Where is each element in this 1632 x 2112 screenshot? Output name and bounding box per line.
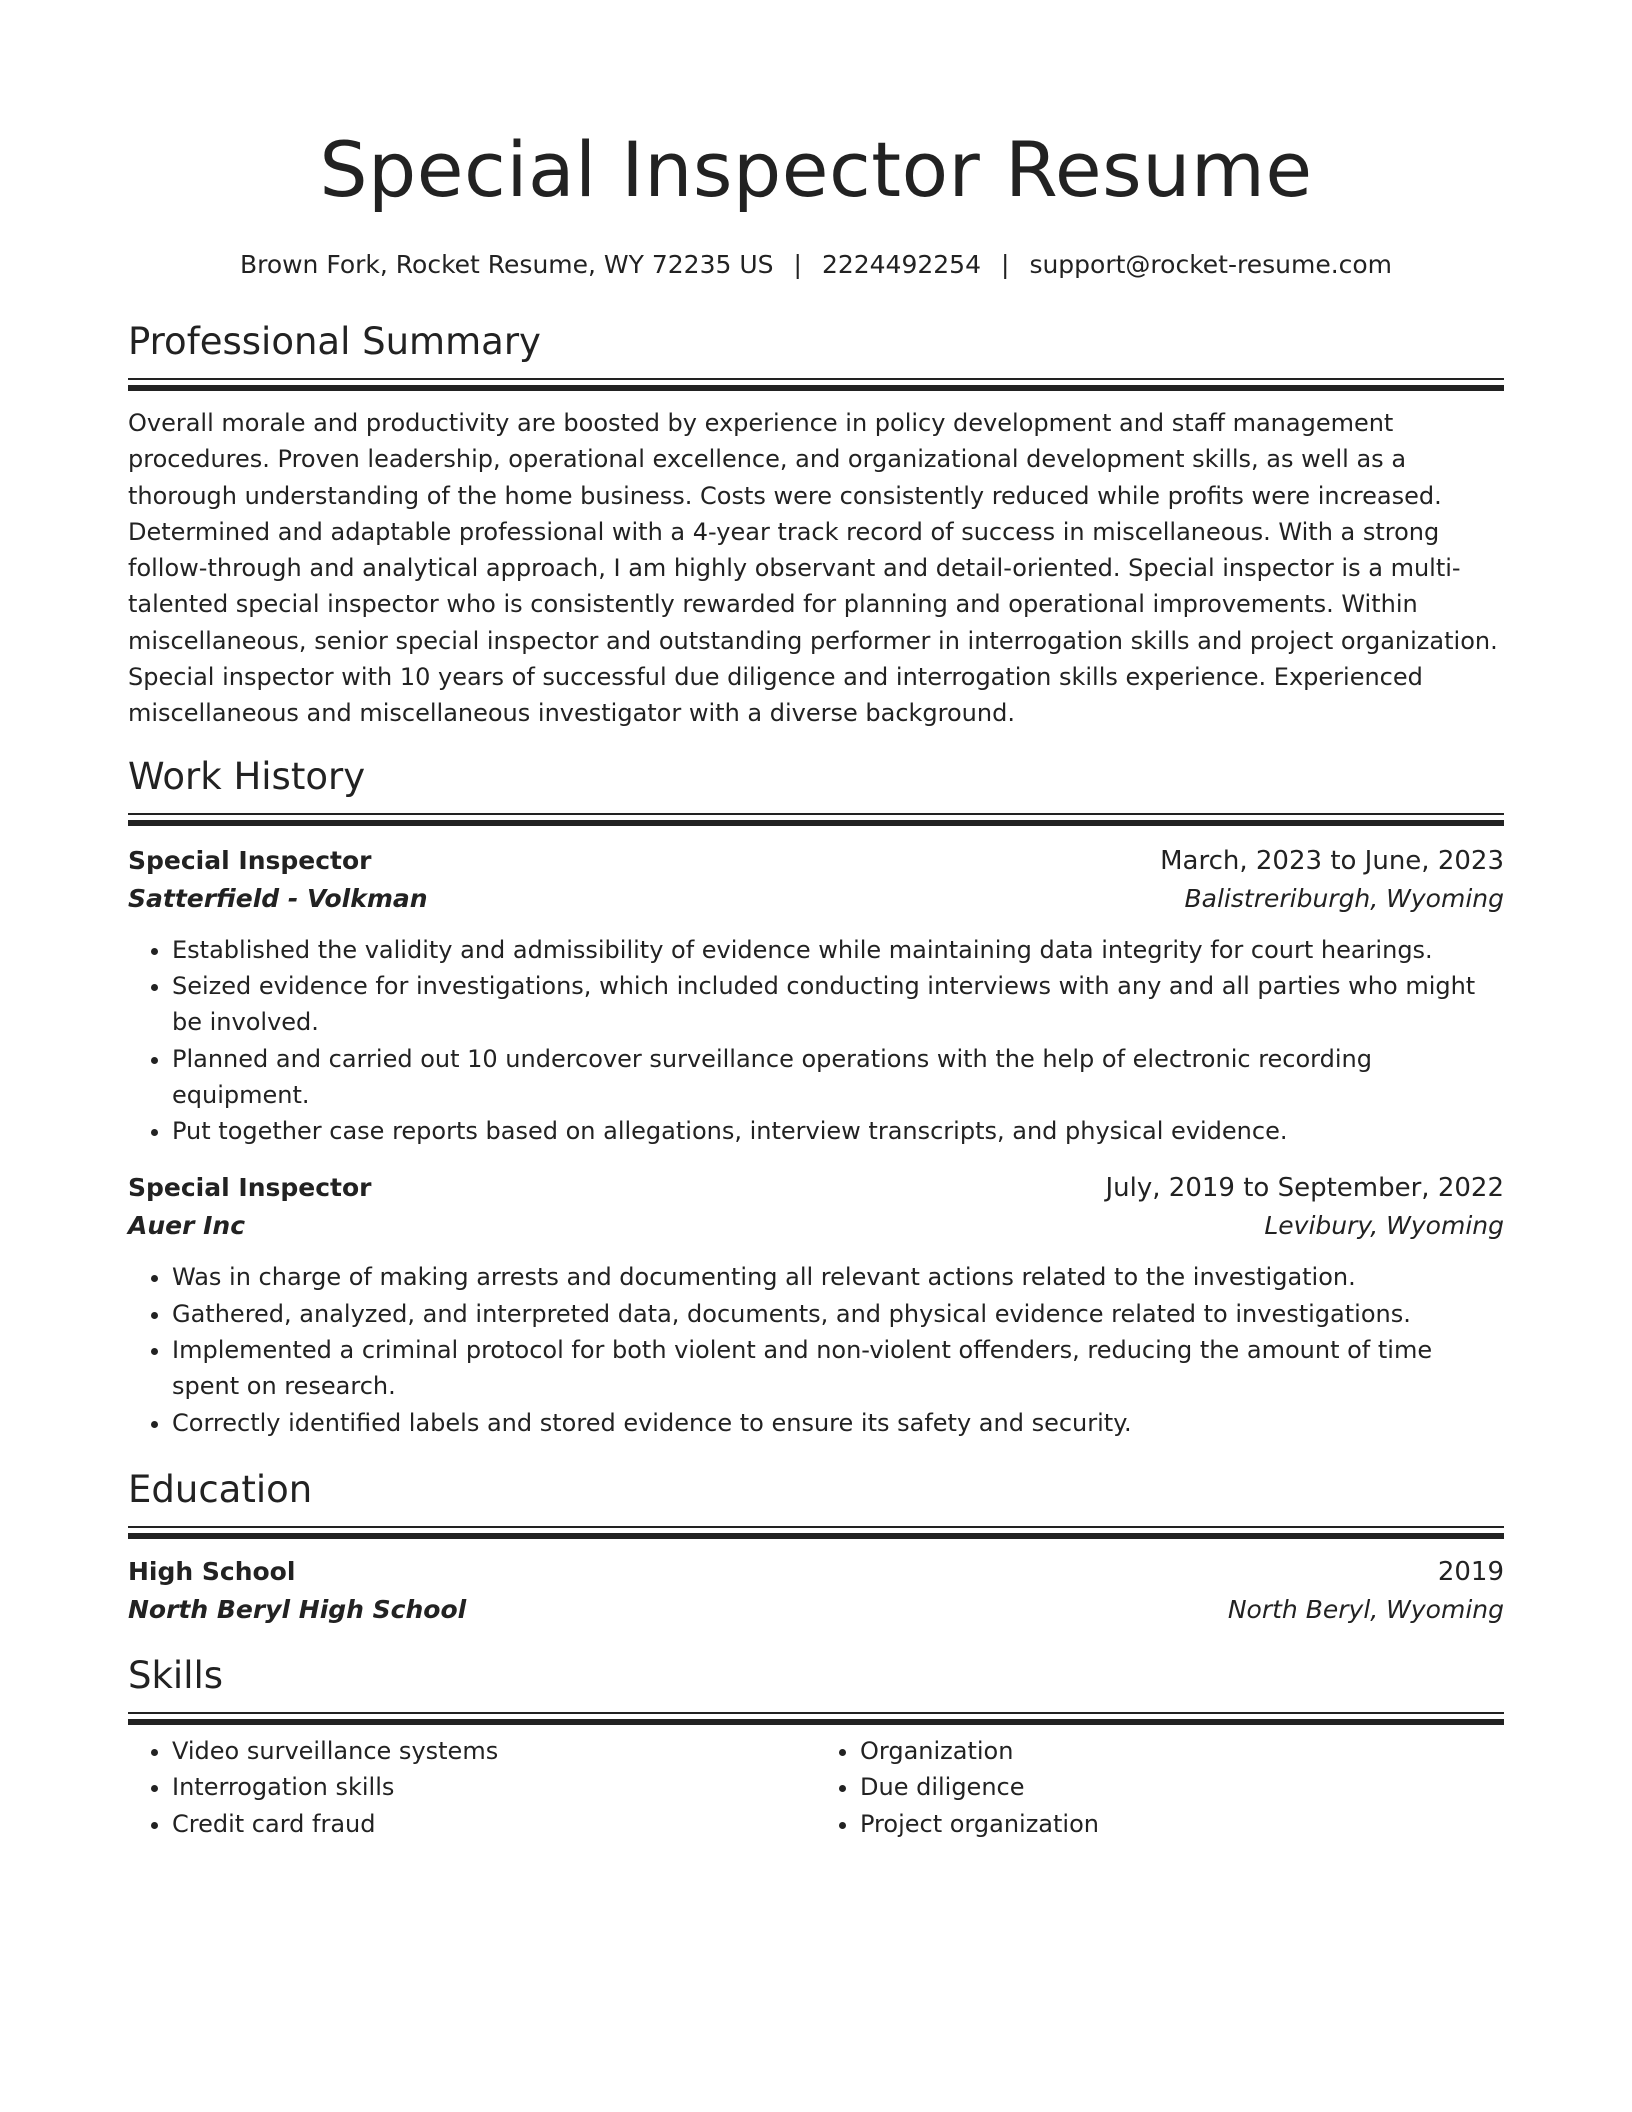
skill-item: • Due diligence	[860, 1769, 1504, 1805]
skills-grid	[128, 1733, 1504, 1842]
skill-item: • Credit card fraud	[172, 1806, 816, 1842]
job-bullet: • Was in charge of making arrests and documenting all relevant actions related to the investigation.	[172, 1259, 1504, 1295]
contact-separator: |	[793, 250, 802, 279]
skills-column-left	[128, 1733, 816, 1842]
job-entry	[128, 842, 1504, 1150]
skill-item: • Project organization	[860, 1806, 1504, 1842]
job-location: Levibury, Wyoming	[1264, 1211, 1504, 1241]
work-history-heading: Work History	[128, 754, 366, 798]
job-bullet: • Established the validity and admissibility of evidence while maintaining data integrity for court hearings.	[172, 932, 1504, 968]
contact-phone: 2224492254	[821, 250, 981, 279]
education-school: North Beryl High School	[128, 1594, 467, 1624]
education-entry	[128, 1553, 1504, 1629]
summary-heading: Professional Summary	[128, 320, 541, 363]
section-divider	[128, 1712, 1504, 1725]
skills-list	[128, 1733, 816, 1842]
contact-address: Brown Fork, Rocket Resume, WY 72235 US	[239, 250, 774, 279]
job-company-row	[128, 1207, 1504, 1245]
job-company: Satterfield - Volkman	[128, 883, 428, 913]
skills-column-right	[816, 1733, 1504, 1842]
contact-separator: |	[1001, 250, 1010, 279]
work-history-section	[128, 752, 1504, 1441]
skills-list	[816, 1733, 1504, 1842]
job-bullets	[128, 1259, 1504, 1440]
skill-item: • Organization	[860, 1733, 1504, 1769]
section-divider	[128, 1526, 1504, 1539]
job-bullet: • Put together case reports based on allegations, interview transcripts, and physical evidence.	[172, 1113, 1504, 1149]
skills-section	[128, 1651, 1504, 1842]
section-divider	[128, 378, 1504, 391]
job-bullet: • Planned and carried out 10 undercover surveillance operations with the help of electronic recording equipment.	[172, 1041, 1504, 1114]
job-bullets	[128, 932, 1504, 1150]
job-location: Balistreriburgh, Wyoming	[1184, 883, 1504, 913]
contact-email: support@rocket-resume.com	[1029, 250, 1393, 279]
education-degree: High School	[128, 1556, 296, 1586]
education-location: North Beryl, Wyoming	[1227, 1594, 1504, 1624]
education-year: 2019	[1437, 1556, 1504, 1587]
job-company-row	[128, 880, 1504, 918]
skill-item: • Interrogation skills	[172, 1769, 816, 1805]
education-school-row	[128, 1591, 1504, 1629]
skills-heading: Skills	[128, 1653, 224, 1697]
job-header-row	[128, 1169, 1504, 1207]
education-header-row	[128, 1553, 1504, 1591]
job-bullet: • Implemented a criminal protocol for both violent and non-violent offenders, reducing the amount of time spent on research.	[172, 1332, 1504, 1405]
job-title: Special Inspector	[128, 1173, 372, 1203]
job-bullet: • Gathered, analyzed, and interpreted data, documents, and physical evidence related to investigations.	[172, 1296, 1504, 1332]
job-dates: July, 2019 to September, 2022	[1105, 1173, 1504, 1204]
job-entry	[128, 1169, 1504, 1440]
skill-item: • Video surveillance systems	[172, 1733, 816, 1769]
job-title: Special Inspector	[128, 845, 372, 875]
job-bullet: • Correctly identified labels and stored evidence to ensure its safety and security.	[172, 1405, 1504, 1441]
summary-section	[128, 317, 1504, 732]
resume-title: Special Inspector Resume	[319, 125, 1313, 214]
contact-line	[128, 248, 1504, 282]
education-section	[128, 1465, 1504, 1629]
job-company: Auer Inc	[128, 1211, 246, 1241]
job-dates: March, 2023 to June, 2023	[1160, 845, 1504, 876]
job-header-row	[128, 842, 1504, 880]
section-divider	[128, 813, 1504, 826]
education-heading: Education	[128, 1467, 313, 1511]
summary-text: Overall morale and productivity are boosted by experience in policy development and staff management procedures. Proven leadership, operational excellence, and organizational development skills, as well as a thorough understanding of the home business. Costs were consistently reduced while profits were increased. Determined and adaptable professional with a 4-year track record of success in miscellaneous. With a strong follow-through and analytical approach, I am highly observant and detail-oriented. Special inspector is a multi-talented special inspector who is consistently rewarded for planning and operational improvements. Within miscellaneous, senior special inspector and outstanding performer in interrogation skills and project organization. Special inspector with 10 years of successful due diligence and interrogation skills experience. Experienced miscellaneous and miscellaneous investigator with a diverse background.	[128, 409, 1498, 728]
job-bullet: • Seized evidence for investigations, which included conducting interviews with any and all parties who might be involved.	[172, 968, 1504, 1041]
